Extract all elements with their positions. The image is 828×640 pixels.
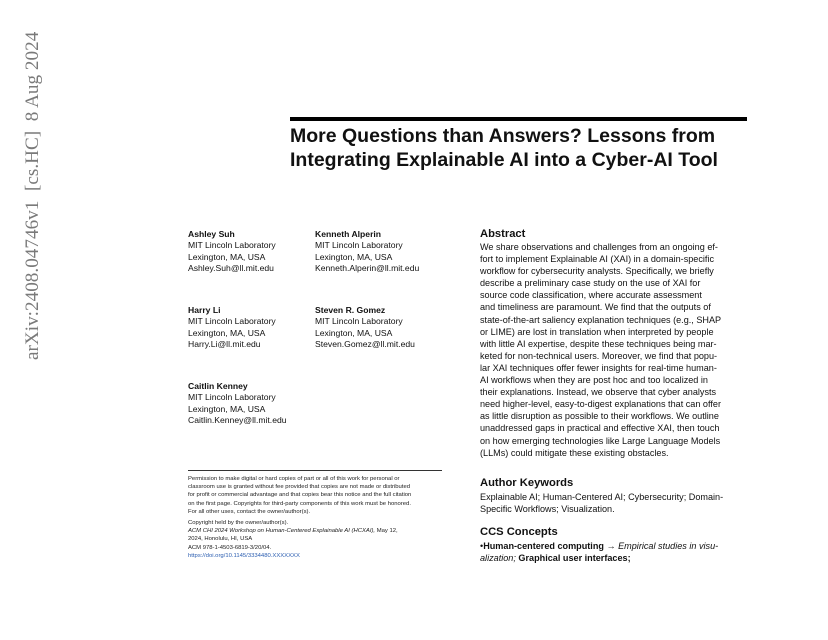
- author-location: Lexington, MA, USA: [188, 327, 266, 338]
- author-affiliation: MIT Lincoln Laboratory: [315, 240, 403, 251]
- author-email[interactable]: Steven.Gomez@ll.mit.edu: [315, 339, 415, 350]
- abstract-line: need higher-level, easy-to-digest explanations that can offer: [480, 399, 721, 410]
- abstract-line: with little AI expertise, despite these techniques being mar-: [480, 338, 717, 349]
- paper-title: [290, 124, 760, 172]
- author-email[interactable]: Ashley.Suh@ll.mit.edu: [188, 263, 274, 274]
- author-name: Harry Li: [188, 305, 221, 315]
- abstract-line: (LLMs) could mitigate these existing obstacles.: [480, 447, 669, 458]
- author-affiliation: MIT Lincoln Laboratory: [188, 240, 276, 251]
- abstract-line: workflow for cybersecurity analysts. Specifically, we briefly: [480, 266, 714, 277]
- abstract-line: AI workflows when they are post hoc and too localized in: [480, 375, 708, 386]
- bullet: •: [480, 541, 484, 551]
- permission-line: Permission to make digital or hard copies of part or all of this work for personal or: [188, 476, 400, 482]
- abstract-line: lar XAI techniques offer fewer insights for real-time human-: [480, 362, 717, 373]
- venue-name: ACM CHI 2024 Workshop on Human-Centered Explainable AI (HCXAI),: [188, 528, 376, 535]
- author-block: [315, 229, 419, 275]
- author-location: Lexington, MA, USA: [188, 251, 266, 262]
- abstract-heading: Abstract: [480, 228, 526, 240]
- ccs-body: [480, 540, 742, 564]
- venue-location: 2024, Honolulu, HI, USA: [188, 536, 253, 543]
- abstract-line: unaddressed gaps in practical and effective XAI, then touch: [480, 423, 720, 434]
- author-name: Caitlin Kenney: [188, 381, 248, 391]
- author-email[interactable]: Caitlin.Kenney@ll.mit.edu: [188, 415, 287, 426]
- title-rule: [290, 117, 747, 121]
- author-location: Lexington, MA, USA: [188, 403, 266, 414]
- ccs-heading: CCS Concepts: [480, 526, 558, 538]
- keywords-heading: Author Keywords: [480, 477, 574, 489]
- arrow-icon: →: [603, 541, 619, 551]
- keywords-body: [480, 491, 742, 515]
- author-email[interactable]: Harry.Li@ll.mit.edu: [188, 339, 261, 350]
- author-affiliation: MIT Lincoln Laboratory: [188, 316, 276, 327]
- permission-notice: [188, 475, 446, 516]
- abstract-line: as little disruption as possible to their workflows. We outline: [480, 411, 719, 422]
- author-name: Steven R. Gomez: [315, 305, 386, 315]
- arxiv-identifier: [12, 30, 46, 360]
- abstract-line: source code classification, where accurate assessment: [480, 290, 702, 301]
- permission-line: For all other uses, contact the owner/author(s).: [188, 508, 311, 515]
- abstract-line: keted for non-technical users. Moreover, we find that popu-: [480, 350, 718, 361]
- abstract-line: state-of-the-art saliency explanation techniques (e.g., SHAP: [480, 314, 722, 325]
- venue-line: [188, 527, 446, 535]
- copyright-held: Copyright held by the owner/author(s).: [188, 520, 289, 526]
- ccs-line-1: [480, 540, 742, 552]
- ccs-term: Human-centered computing: [483, 541, 604, 551]
- abstract-line: fort to implement Explainable AI (XAI) in a domain-specific: [480, 254, 715, 265]
- ccs-term: Graphical user interfaces;: [515, 553, 631, 564]
- abstract-line: or LIME) are lost in translation when interpreted by people: [480, 326, 714, 337]
- author-block: [188, 229, 276, 275]
- copyright-notice: [188, 519, 446, 560]
- title-line-2: Integrating Explainable AI into a Cyber-AI Tool: [290, 149, 718, 171]
- title-line-1: More Questions than Answers? Lessons from: [290, 125, 716, 147]
- ccs-term: alization;: [480, 553, 516, 564]
- author-affiliation: MIT Lincoln Laboratory: [315, 316, 403, 327]
- permission-line: on the first page. Copyrights for third-party components of this work must be honored.: [188, 500, 411, 507]
- abstract-line: describe a preliminary case study on the use of XAI for: [480, 278, 701, 289]
- author-block: [315, 305, 415, 351]
- arxiv-id-text: arXiv:2408.04746v1 [cs.HC] 8 Aug 2024: [22, 31, 43, 360]
- ccs-line-2: [480, 552, 742, 564]
- permission-line: classroom use is granted without fee provided that copies are not made or distributed: [188, 484, 411, 491]
- author-block: [188, 381, 287, 427]
- author-email[interactable]: Kenneth.Alperin@ll.mit.edu: [315, 263, 420, 274]
- abstract-line: We share observations and challenges from an ongoing ef-: [480, 242, 718, 252]
- keywords-line: Explainable AI; Human-Centered AI; Cybersecurity; Domain-: [480, 492, 724, 502]
- isbn: ACM 978-1-4503-6819-3/20/04.: [188, 544, 272, 551]
- author-location: Lexington, MA, USA: [315, 251, 393, 262]
- author-name: Kenneth Alperin: [315, 229, 382, 239]
- abstract-line: and timeliness are paramount. We find that the outputs of: [480, 302, 711, 313]
- footnote-rule: [188, 470, 442, 471]
- ccs-term: Empirical studies in visu-: [618, 541, 719, 551]
- keywords-line: Specific Workflows; Visualization.: [480, 504, 615, 515]
- venue-date: May 12,: [375, 528, 398, 535]
- author-block: [188, 305, 276, 351]
- author-location: Lexington, MA, USA: [315, 327, 393, 338]
- author-name: Ashley Suh: [188, 229, 235, 239]
- abstract-line: their explanations. Instead, we observe that cyber analysts: [480, 387, 717, 398]
- doi-link[interactable]: https://doi.org/10.1145/3334480.XXXXXXX: [188, 552, 300, 559]
- abstract-line: on how emerging technologies like Large Language Models: [480, 435, 721, 446]
- permission-line: for profit or commercial advantage and that copies bear this notice and the full citation: [188, 492, 412, 499]
- abstract-body: [480, 241, 742, 459]
- author-affiliation: MIT Lincoln Laboratory: [188, 392, 276, 403]
